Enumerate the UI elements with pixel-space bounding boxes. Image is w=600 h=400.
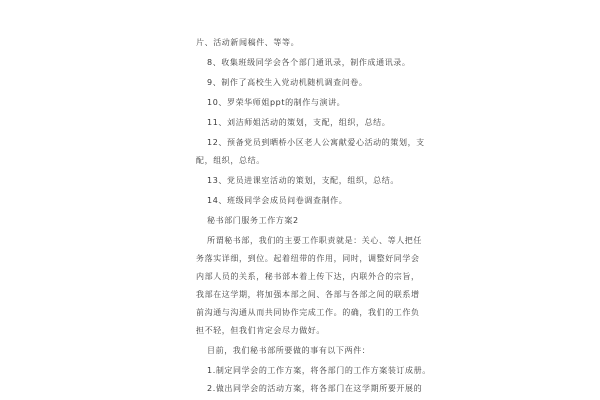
text-line-17: 目前，我们秘书部所要做的事有以下两件： xyxy=(207,346,371,355)
text-line-8: 13、党员进课室活动的策划，支配，组织，总结。 xyxy=(207,176,399,185)
text-line-3: 9、制作了高校生入党动机随机调查问卷。 xyxy=(207,78,368,87)
text-line-2: 8、收集班级同学会各个部门通讯录，制作成通讯录。 xyxy=(207,58,411,67)
text-line-5: 11、刘洁师姐活动的策划，支配，组织，总结。 xyxy=(207,118,391,127)
text-line-7: 配，组织，总结。 xyxy=(196,156,265,165)
text-line-16: 担不轻，但我们肯定会尽力做好。 xyxy=(196,326,325,335)
text-line-11: 所谓秘书部，我们的主要工作职责就是：关心、等人把任 xyxy=(207,236,422,245)
text-line-18: 1.制定同学会的工作方案，将各部门的工作方案装订成册。 xyxy=(207,366,431,375)
text-line-14: 我部在这学期，将加强本部之间、各部与各部之间的联系增 xyxy=(196,290,420,299)
text-line-12: 务落实详细，到位。起着纽带的作用，同时，调整好同学会 xyxy=(196,254,420,263)
text-line-19: 2.做出同学会的活动方案，将各部门在这学期所要开展的 xyxy=(207,384,423,393)
text-line-15: 前沟通与沟通从而共同协作完成工作。的确，我们的工作负 xyxy=(196,308,420,317)
text-line-6: 12、预备党员到晒桥小区老人公寓献爱心活动的策划，支 xyxy=(207,138,425,147)
text-line-4: 10、罗荣华师姐ppt的制作与演讲。 xyxy=(207,98,346,107)
section-heading: 秘书部门服务工作方案2 xyxy=(207,216,299,225)
text-line-1: 片、活动新闻稿件、等等。 xyxy=(196,38,300,47)
text-line-13: 内部人员的关系，秘书部本着上传下达，内联外合的宗旨， xyxy=(196,272,420,281)
text-line-9: 14、班级同学会成员问卷调查制作。 xyxy=(207,196,348,205)
